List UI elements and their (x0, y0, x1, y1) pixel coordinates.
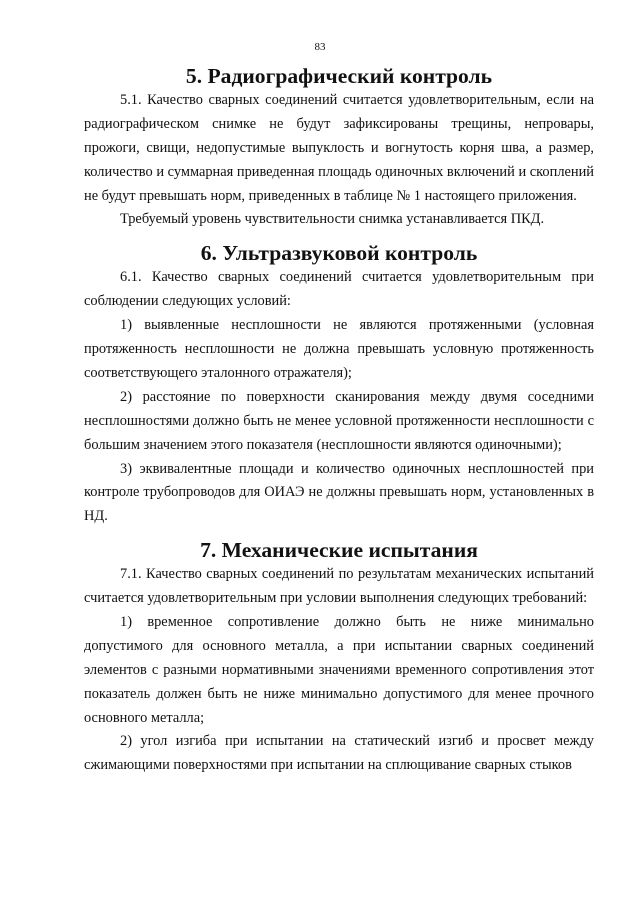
document-body (84, 65, 594, 778)
paragraph-6-1: 6.1. Качество сварных соединений считается удовлетворительным при соблюдении следующих условий: (84, 269, 594, 310)
section-heading-mechanical: 7. Механические испытания (200, 538, 478, 563)
paragraph-7-1-item-2: 2) угол изгиба при испытании на статический изгиб и просвет между сжимающими поверхностями при испытании на сплющивание сварных стыков (84, 733, 594, 774)
paragraph-5-1: 5.1. Качество сварных соединений считается удовлетворительным, если на радиографическом снимке не будут зафиксированы трещины, непровары, прожоги, свищи, недопустимые выпуклость и вогнутость корня шва, а размер, количество и суммарная приведенная площадь одиночных включений и скоплений не будут превышать норм, приведенных в таблице № 1 настоящего приложения. (84, 91, 594, 204)
paragraph-6-1-item-3: 3) эквивалентные площади и количество одиночных несплошностей при контроле трубопроводов для ОИАЭ не должны превышать норм, установленных в НД. (84, 460, 594, 525)
section-heading-radiographic: 5. Радиографический контроль (185, 64, 493, 88)
paragraph-6-1-item-2: 2) расстояние по поверхности сканирования между двумя соседними несплошностями должно быть не менее условной протяженности несплошности с большим значением этого показателя (несплошности являются одиночными); (84, 388, 594, 453)
section-heading-ultrasonic: 6. Ультразвуковой контроль (200, 241, 478, 266)
paragraph-7-1-item-1: 1) временное сопротивление должно быть не ниже минимально допустимого для основного металла, а при испытании сварных соединений элементов с разными нормативными значениями временного сопротивления этот показатель должен быть не ниже минимально допустимого для менее прочного основного металла; (84, 613, 594, 726)
paragraph-7-1: 7.1. Качество сварных соединений по результатам механических испытаний считается удовлетворительным при условии выполнения следующих требований: (84, 566, 594, 607)
paragraph-6-1-item-1: 1) выявленные несплошности не являются протяженными (условная протяженность несплошности не должна превышать условную протяженность соответствующего эталонного отражателя); (84, 317, 594, 381)
page-number: 83 (314, 41, 326, 53)
paragraph-sensitivity: Требуемый уровень чувствительности снимка устанавливается ПКД. (120, 211, 545, 228)
